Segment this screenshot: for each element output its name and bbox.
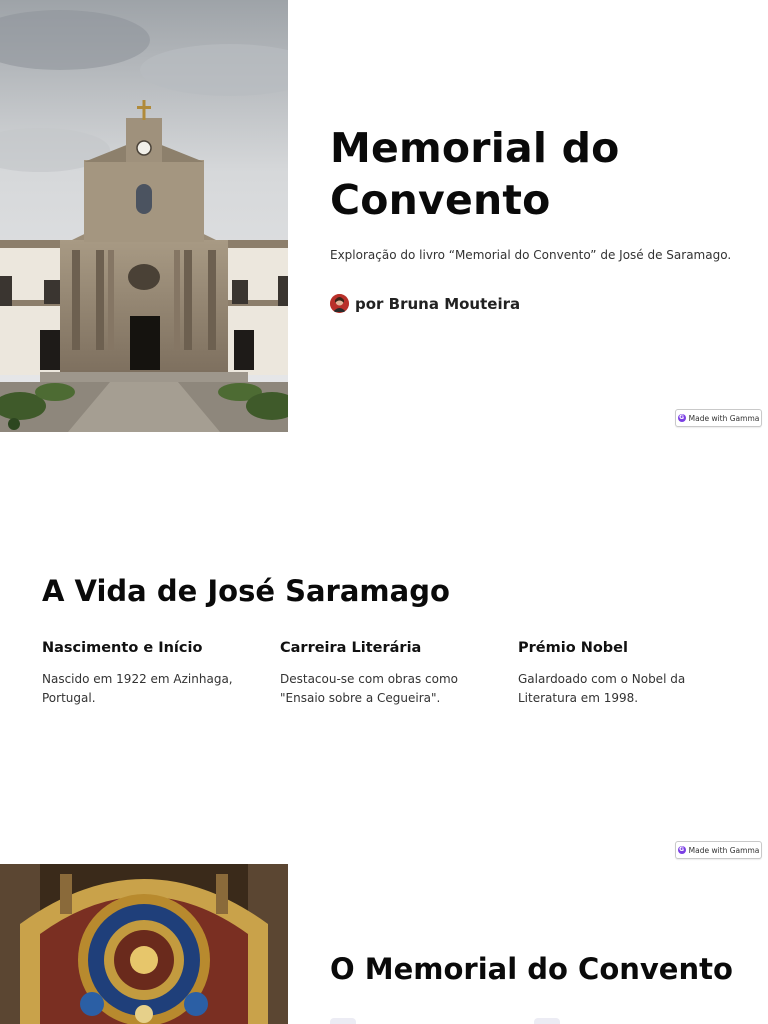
column-text: Nascido em 1922 em Azinhaga, Portugal. xyxy=(42,672,233,705)
section-title: A Vida de José Saramago xyxy=(42,574,450,608)
convent-facade-image xyxy=(0,0,288,432)
badge-label: Made with Gamma xyxy=(688,845,760,855)
section-title: O Memorial do Convento xyxy=(330,952,733,986)
slide-biography xyxy=(0,432,768,864)
column-title: Carreira Literária xyxy=(280,640,422,656)
made-with-gamma-badge[interactable] xyxy=(675,409,762,427)
author-line xyxy=(330,294,750,313)
made-with-gamma-badge[interactable] xyxy=(675,841,762,859)
author-name: por Bruna Mouteira xyxy=(355,294,521,313)
presentation-title: Memorial do Convento xyxy=(330,124,620,224)
column-text: Galardoado com o Nobel da Literatura em 1998. xyxy=(518,672,686,705)
biography-columns xyxy=(42,640,756,708)
title-block xyxy=(330,122,750,313)
avatar xyxy=(330,294,349,313)
column-text: Destacou-se com obras como "Ensaio sobre a Cegueira". xyxy=(280,672,458,705)
church-dome-image xyxy=(0,864,288,1024)
card-icon xyxy=(330,1018,356,1024)
column-title: Nascimento e Início xyxy=(42,640,203,656)
badge-label: Made with Gamma xyxy=(688,413,760,423)
slide-title xyxy=(0,0,768,432)
gamma-logo-icon: G xyxy=(679,414,685,421)
column-career xyxy=(280,640,518,708)
column-title: Prémio Nobel xyxy=(518,640,628,656)
slide-novel xyxy=(0,864,768,1024)
card-icon xyxy=(534,1018,560,1024)
column-nobel xyxy=(518,640,756,708)
column-birth xyxy=(42,640,280,708)
presentation-subtitle: Exploração do livro “Memorial do Convento” de José de Saramago. xyxy=(330,248,732,262)
gamma-logo-icon: G xyxy=(679,846,685,853)
